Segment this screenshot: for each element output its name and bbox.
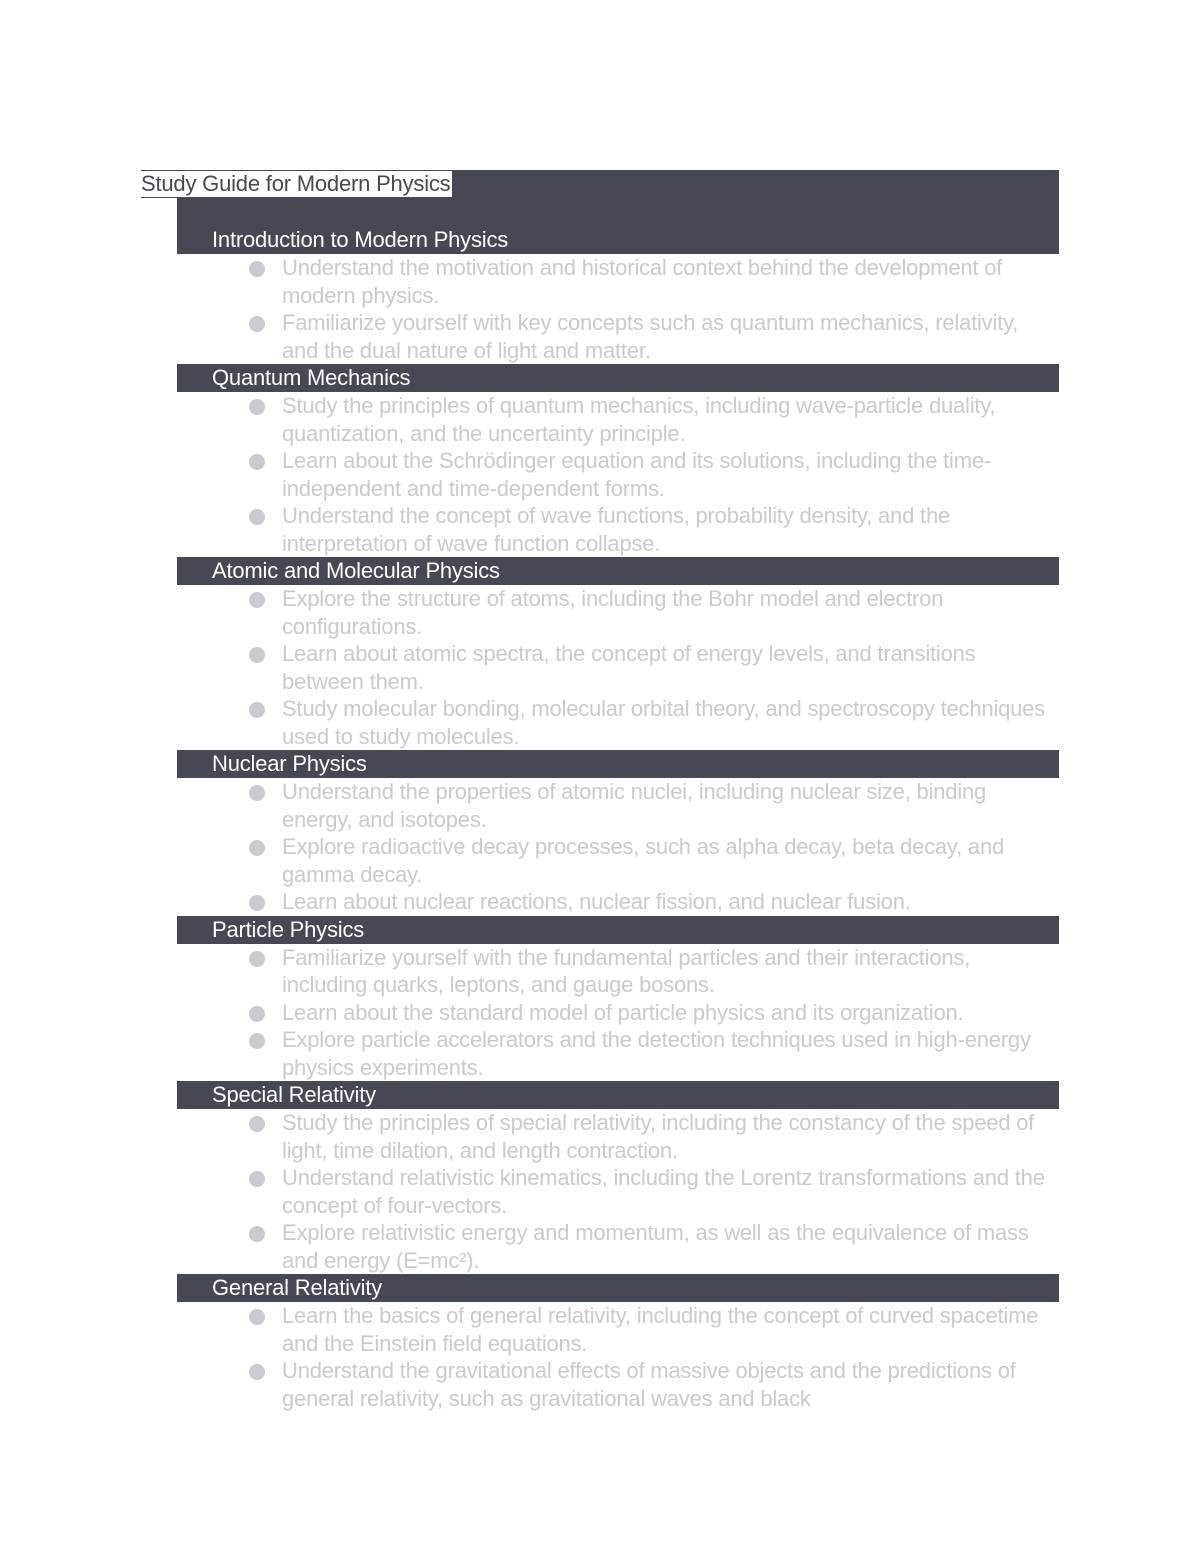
bullet-icon: [249, 592, 265, 608]
list-item-text: Explore the structure of atoms, including the Bohr model and electron configurations.: [282, 586, 944, 639]
bullet-icon: [249, 785, 265, 801]
bullet-icon: [249, 316, 265, 332]
bullet-icon: [249, 1226, 265, 1242]
section: [177, 1274, 1059, 1412]
section-heading: Nuclear Physics: [177, 750, 1059, 778]
list-item-text: Learn about atomic spectra, the concept of energy levels, and transitions between them.: [282, 641, 976, 694]
bullet-icon: [249, 454, 265, 470]
list-item: [177, 502, 1059, 557]
list-item: [177, 944, 1059, 999]
bullet-icon: [249, 702, 265, 718]
list-item-text: Learn about the standard model of particle physics and its organization.: [282, 999, 964, 1025]
list-item: [177, 833, 1059, 888]
list-item: [177, 392, 1059, 447]
section-heading: Particle Physics: [177, 916, 1059, 944]
bullet-icon: [249, 895, 265, 911]
list-item: [177, 1302, 1059, 1357]
list-item-text: Understand relativistic kinematics, including the Lorentz transformations and the concept of four-vectors.: [282, 1165, 1045, 1218]
section-heading: General Relativity: [177, 1274, 1059, 1302]
bullet-icon: [249, 1171, 265, 1187]
list-item: [177, 640, 1059, 695]
section-heading: Introduction to Modern Physics: [177, 226, 1059, 254]
list-item-text: Study molecular bonding, molecular orbital theory, and spectroscopy techniques used to study molecules.: [282, 696, 1045, 749]
bullet-list: [177, 778, 1059, 916]
section: [177, 226, 1059, 364]
list-item-text: Learn the basics of general relativity, including the concept of curved spacetime and the Einstein field equations.: [282, 1303, 1039, 1356]
bullet-list: [177, 1302, 1059, 1412]
section-heading: Atomic and Molecular Physics: [177, 557, 1059, 585]
list-item-text: Understand the properties of atomic nuclei, including nuclear size, binding energy, and isotopes.: [282, 779, 987, 832]
list-item: [177, 888, 1059, 916]
sections-container: [177, 226, 1059, 1412]
list-item: [177, 999, 1059, 1027]
list-item-text: Learn about nuclear reactions, nuclear fission, and nuclear fusion.: [282, 889, 911, 914]
bullet-icon: [249, 647, 265, 663]
list-item-text: Understand the gravitational effects of massive objects and the predictions of general relativity, such as gravitational waves and black: [282, 1358, 1016, 1411]
section: [177, 750, 1059, 916]
list-item: [177, 447, 1059, 502]
list-item: [177, 1109, 1059, 1164]
list-item: [177, 1357, 1059, 1412]
bullet-icon: [249, 399, 265, 415]
list-item: [177, 1164, 1059, 1219]
list-item-text: Understand the motivation and historical context behind the development of modern physics.: [282, 255, 1003, 308]
list-item: [177, 309, 1059, 364]
bullet-icon: [249, 1116, 265, 1132]
section: [177, 557, 1059, 750]
bullet-list: [177, 944, 1059, 1082]
list-item-text: Learn about the Schrödinger equation and its solutions, including the time-independent and time-dependent forms.: [282, 448, 992, 501]
bullet-icon: [249, 1033, 265, 1049]
list-item: [177, 1026, 1059, 1081]
bullet-icon: [249, 261, 265, 277]
list-item: [177, 254, 1059, 309]
section-heading: Quantum Mechanics: [177, 364, 1059, 392]
list-item-text: Explore particle accelerators and the detection techniques used in high-energy physics experiments.: [282, 1027, 1031, 1080]
list-item-text: Study the principles of special relativity, including the constancy of the speed of light, time dilation, and length contraction.: [282, 1110, 1035, 1163]
list-item-text: Explore radioactive decay processes, such as alpha decay, beta decay, and gamma decay.: [282, 834, 1005, 887]
list-item-text: Familiarize yourself with key concepts such as quantum mechanics, relativity, and the dual nature of light and matter.: [282, 310, 1019, 363]
section: [177, 364, 1059, 557]
bullet-list: [177, 585, 1059, 750]
list-item-text: Explore relativistic energy and momentum, as well as the equivalence of mass and energy (E=mc²).: [282, 1220, 1029, 1273]
list-item: [177, 695, 1059, 750]
bullet-icon: [249, 840, 265, 856]
list-item: [177, 1219, 1059, 1274]
section-heading: Special Relativity: [177, 1081, 1059, 1109]
section: [177, 916, 1059, 1082]
bullet-icon: [249, 509, 265, 525]
list-item-text: Study the principles of quantum mechanics, including wave-particle duality, quantization, and the uncertainty principle.: [282, 393, 996, 446]
list-item: [177, 778, 1059, 833]
list-item-text: Familiarize yourself with the fundamental particles and their interactions, including quarks, leptons, and gauge bosons.: [282, 944, 971, 997]
bullet-list: [177, 392, 1059, 557]
bullet-icon: [249, 1364, 265, 1380]
list-item: [177, 585, 1059, 640]
bullet-list: [177, 254, 1059, 364]
list-item-text: Understand the concept of wave functions, probability density, and the interpretation of wave function collapse.: [282, 503, 951, 556]
section: [177, 1081, 1059, 1274]
bullet-icon: [249, 951, 265, 967]
bullet-icon: [249, 1309, 265, 1325]
bullet-list: [177, 1109, 1059, 1274]
bullet-icon: [249, 1006, 265, 1022]
document-title: Study Guide for Modern Physics: [141, 171, 451, 196]
